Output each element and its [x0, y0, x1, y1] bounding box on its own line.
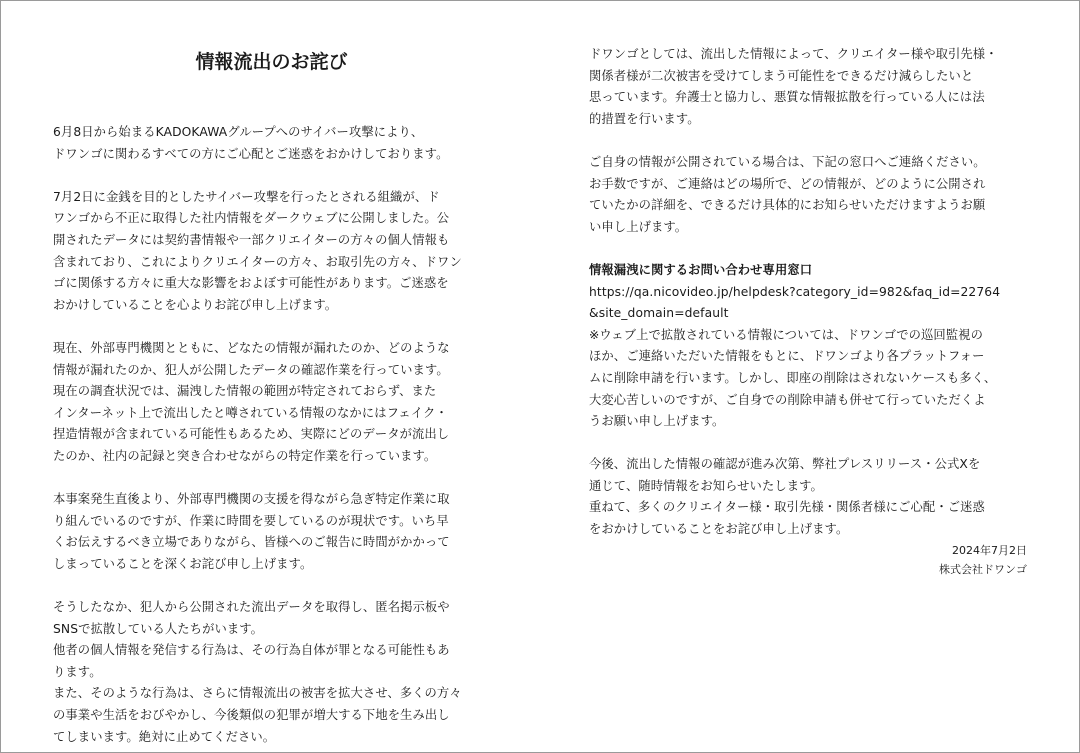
page-title: 情報流出のお詫び	[195, 51, 348, 73]
paragraph-stop-spreading: そうしたなか、犯人から公開された流出データを取得し、匿名掲示板や SNSで拡散している人たちがいます。 他者の個人情報を発信する行為は、その行為自体が罪となる可能性もあ ります。 また、そのような行為は、さらに情報流出の被害を拡大させ、多くの方々 の事業や生活をおびやかし、今後類似の犯罪が増大する下地を生み出し てしまいます。絶対に止めてください。	[53, 600, 462, 744]
contact-heading: 情報漏洩に関するお問い合わせ専用窓口	[589, 262, 813, 277]
right-column	[589, 44, 1031, 541]
left-column	[53, 122, 493, 748]
paragraph-legal-action: ドワンゴとしては、流出した情報によって、クリエイター様や取引先様・ 関係者様が二次被害を受けてしまう可能性をできるだけ減らしたいと 思っています。弁護士と協力し、悪質な情報拡散を行っている人には法 的措置を行います。	[589, 47, 998, 126]
paragraph-removal-requests: ※ウェブ上で拡散されている情報については、ドワンゴでの巡回監視の ほか、ご連絡いただいた情報をもとに、ドワンゴより各プラットフォー ムに削除申請を行います。しかし、即座の削除はされないケースも多く、 大変心苦しいのですが、ご自身での削除申請も併せて行っていただくよ うお願い申し上げます。	[589, 327, 997, 429]
paragraph-intro: 6月8日から始まるKADOKAWAグループへのサイバー攻撃により、 ドワンゴに関わるすべての方にご心配とご迷惑をおかけしております。	[53, 125, 449, 161]
paragraph-future-updates: 今後、流出した情報の確認が進み次第、弊社プレスリリース・公式Xを 通じて、随時情報をお知らせいたします。 重ねて、多くのクリエイター様・取引先様・関係者様にご心配・ご迷惑 をおかけしていることをお詫び申し上げます。	[589, 457, 985, 537]
contact-url-link[interactable]: https://qa.nicovideo.jp/helpdesk?category_id=982&faq_id=22764 &site_domain=default	[589, 284, 1001, 321]
signature-block	[939, 541, 1027, 579]
signature-company: 株式会社ドワンゴ	[939, 563, 1027, 576]
paragraph-contact-request: ご自身の情報が公開されている場合は、下記の窓口へご連絡ください。 お手数ですが、ご連絡はどの場所で、どの情報が、どのように公開され ていたかの詳細を、できるだけ具体的にお知らせいただけますようお願 い申し上げます。	[589, 154, 986, 234]
signature-date: 2024年7月2日	[952, 544, 1027, 557]
paragraph-apology-delay: 本事案発生直後より、外部専門機関の支援を得ながら急ぎ特定作業に取 り組んでいるのですが、作業に時間を要しているのが現状です。いち早 くお伝えするべき立場でありながら、皆様へのご報告に時間がかかって しまっていることを深くお詫び申し上げます。	[53, 492, 450, 571]
paragraph-leak-announcement: 7月2日に金銭を目的としたサイバー攻撃を行ったとされる組織が、ド ワンゴから不正に取得した社内情報をダークウェブに公開しました。公 開されたデータには契約書情報や一部クリエイターの方々の個人情報も 含まれており、これによりクリエイターの方々、お取引先の方々、ドワン ゴに関係する方々に重大な影響をおよぼす可能性があります。ご迷惑を おかけしていることを心よりお詫び申し上げます。	[53, 189, 462, 312]
paragraph-investigation: 現在、外部専門機関とともに、どなたの情報が漏れたのか、どのような 情報が漏れたのか、犯人が公開したデータの確認作業を行っています。 現在の調査状況では、漏洩した情報の範囲が特定されておらず、また インターネット上で流出したと噂されている情報のなかにはフェイク・ 捏造情報が含まれている可能性もあるため、実際にどのデータが流出し たのか、社内の記録と突き合わせながらの特定作業を行っています。	[53, 340, 450, 463]
